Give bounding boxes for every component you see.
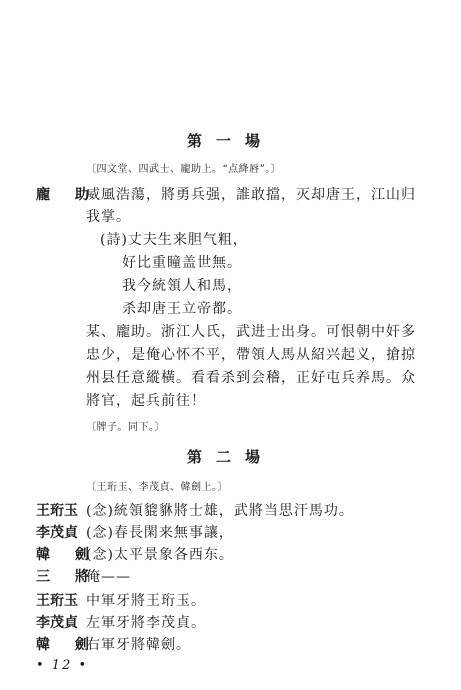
speaker-wang-hengyu: 王珩玉	[36, 593, 78, 609]
scene-1-line: 好比重瞳盖世無。	[122, 255, 242, 271]
scene-2-line: (念)統領貔貅將士雄，武將当思汗馬功。	[86, 503, 354, 519]
speaker-wang-hengyu: 王珩玉	[36, 503, 78, 519]
scene-1-line: 杀却唐王立帝都。	[122, 301, 242, 317]
scene-1-line: (詩)丈夫生来胆气粗，	[100, 232, 248, 248]
speaker-han-jian: 韓 劍	[36, 547, 99, 563]
speaker-pang-zhu: 龐 助	[36, 187, 99, 203]
scene-2-stage-direction: 〔王珩玉、李茂貞、韓劍上。〕	[86, 482, 228, 493]
scene-1-line: 州县任意縱橫。看看杀到会稽，正好屯兵养馬。众	[86, 370, 416, 386]
scene-2-line: (念)春長閑来無事讓，	[86, 525, 234, 541]
scene-2-title: 第二場	[186, 448, 274, 466]
scene-1-line: 將官，起兵前往！	[86, 393, 206, 409]
scene-2-line: 俺——	[86, 569, 131, 585]
speaker-han-jian: 韓 劍	[36, 637, 99, 653]
speaker-li-maozhen: 李茂貞	[36, 525, 78, 541]
scene-2-line: (念)太平景象各西东。	[86, 547, 234, 563]
speaker-li-maozhen: 李茂貞	[36, 615, 78, 631]
scene-2-line: 左軍牙將李茂貞。	[86, 615, 206, 631]
scene-1-closing-direction: 〔牌子。同下。〕	[86, 422, 165, 433]
scene-1-line: 威風浩蕩，將勇兵强，誰敢擋，灭却唐王，江山归	[86, 187, 416, 203]
scene-2-line: 右軍牙將韓劍。	[86, 637, 191, 653]
scene-1-line: 忠少，是俺心怀不平，帶領人馬从紹兴起义，搶掠	[86, 347, 416, 363]
scene-1-stage-direction: 〔四文堂、四武士、龐助上。“点絳唇”。〕	[86, 164, 282, 175]
scene-1-line: 我今統領人和馬，	[122, 278, 242, 294]
scene-1-line: 某、龐助。浙江人氏，武进士出身。可恨朝中奸多	[86, 324, 416, 340]
scene-1-title: 第一場	[186, 132, 274, 150]
scene-2-line: 中軍牙將王珩玉。	[86, 593, 206, 609]
scene-1-line: 我掌。	[86, 209, 131, 225]
speaker-three-generals: 三 將	[36, 569, 99, 585]
page-number: • 12 •	[36, 658, 89, 673]
